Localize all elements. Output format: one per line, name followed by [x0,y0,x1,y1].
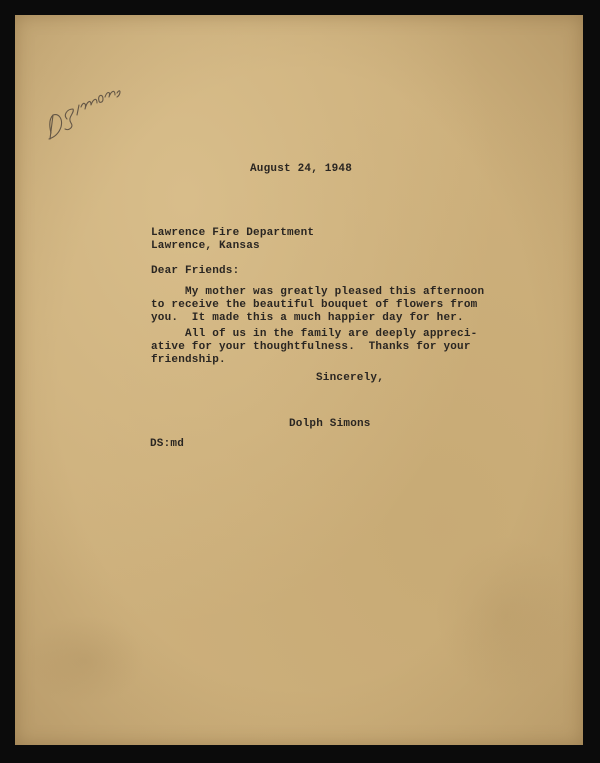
closing: Sincerely, [316,372,385,384]
signer-name: Dolph Simons [289,418,371,430]
paper-stain [435,535,575,695]
body-paragraph: All of us in the family are deeply appreci- ative for your thoughtfulness. Thanks for your friendship. [151,328,478,366]
addressee-city: Lawrence, Kansas [151,240,260,252]
salutation: Dear Friends: [151,265,240,277]
addressee-name: Lawrence Fire Department [151,227,315,239]
paper-stain [25,615,145,705]
typist-initials: DS:md [150,438,185,450]
letter-date: August 24, 1948 [250,163,353,175]
handwritten-pencil-note [37,75,127,165]
body-paragraph: My mother was greatly pleased this afternoon to receive the beautiful bouquet of flowers from you. It made this a much happier day for her. [151,286,485,324]
letter-paper [15,15,583,745]
